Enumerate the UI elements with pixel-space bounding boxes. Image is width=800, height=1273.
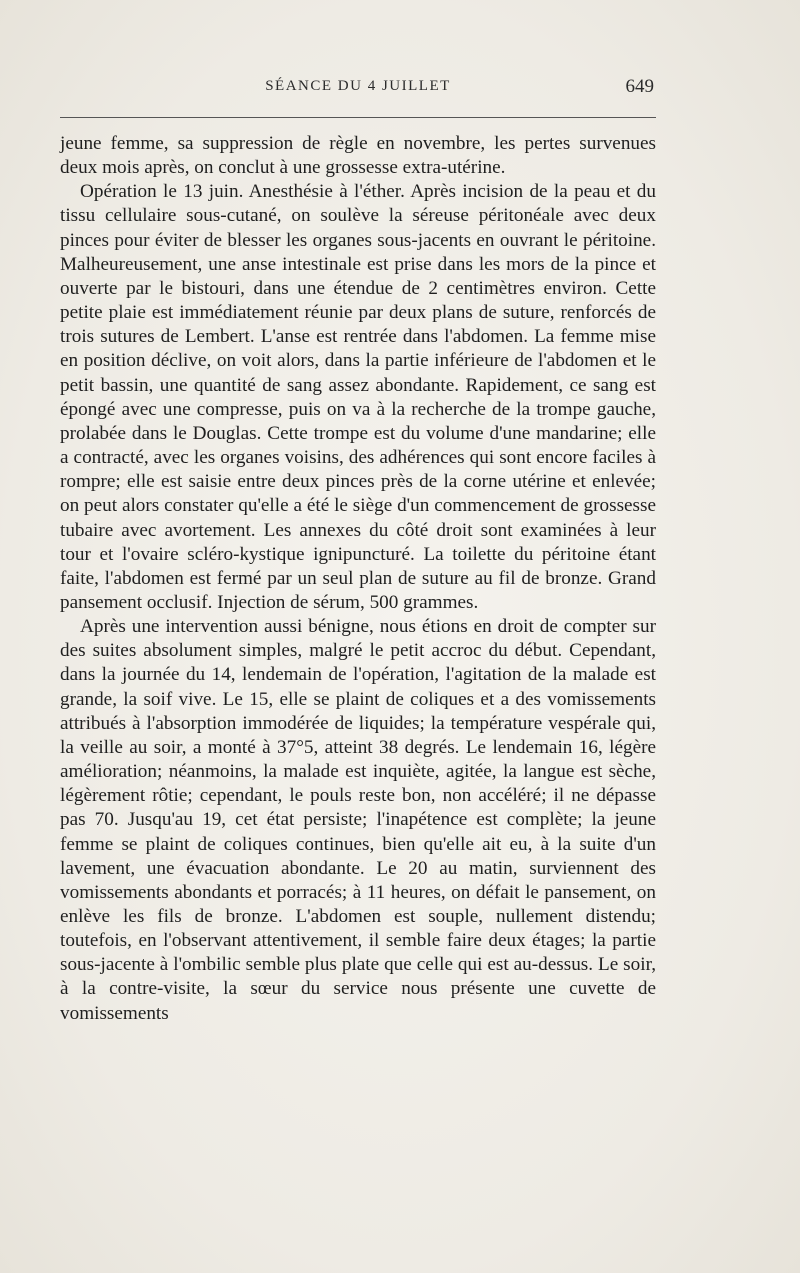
- running-title: SÉANCE DU 4 JUILLET: [265, 78, 451, 94]
- body-text: [60, 132, 656, 1026]
- paragraph-1: jeune femme, sa suppression de règle en novembre, les pertes survenues deux mois après, on conclut à une grossesse extra-utérine.: [60, 133, 656, 179]
- paragraph-2: Opération le 13 juin. Anesthésie à l'éther. Après incision de la peau et du tissu cellulaire sous-cutané, on soulève la séreuse péritonéale avec deux pinces pour éviter de blesser les organes sous-jacents en ouvrant le péritoine. Malheureusement, une anse intestinale est prise dans les mors de la pince et ouverte par le bistouri, dans une étendue de 2 centimètres environ. Cette petite plaie est immédiatement réunie par deux plans de suture, renforcés de trois sutures de Lembert. L'anse est rentrée dans l'abdomen. La femme mise en position déclive, on voit alors, dans la partie inférieure de l'abdomen et le petit bassin, une quantité de sang assez abondante. Rapidement, ce sang est épongé avec une compresse, puis on va à la recherche de la trompe gauche, prolabée dans le Douglas. Cette trompe est du volume d'une mandarine; elle a contracté, avec les organes voisins, des adhérences qui sont encore faciles à rompre; elle est saisie entre deux pinces près de la corne utérine et enlevée; on peut alors constater qu'elle a été le siège d'un commencement de grossesse tubaire avec avortement. Les annexes du côté droit sont examinées à leur tour et l'ovaire scléro-kystique ignipuncturé. La toilette du péritoine étant faite, l'abdomen est fermé par un seul plan de suture au fil de bronze. Grand pansement occlusif. Injection de sérum, 500 grammes.: [60, 181, 656, 613]
- header-rule: [60, 117, 656, 118]
- page-header: [60, 76, 656, 102]
- paragraph-3: Après une intervention aussi bénigne, nous étions en droit de compter sur des suites absolument simples, malgré le petit accroc du début. Cependant, dans la journée du 14, lendemain de l'opération, l'agitation de la malade est grande, la soif vive. Le 15, elle se plaint de coliques et a des vomissements attribués à l'absorption immodérée de liquides; la température vespérale qui, la veille au soir, a monté à 37°5, atteint 38 degrés. Le lendemain 16, légère amélioration; néanmoins, la malade est inquiète, agitée, la langue est sèche, légèrement rôtie; cependant, le pouls reste bon, non accéléré; il ne dépasse pas 70. Jusqu'au 19, cet état persiste; l'inapétence est complète; la jeune femme se plaint de coliques continues, bien qu'elle ait eu, à la suite d'un lavement, une évacuation abondante. Le 20 au matin, surviennent des vomissements abondants et porracés; à 11 heures, on défait le pansement, on enlève les fils de bronze. L'abdomen est souple, nullement distendu; toutefois, en l'observant attentivement, il semble faire deux étages; la partie sous-jacente à l'ombilic semble plus plate que celle qui est au-dessus. Le soir, à la contre-visite, la sœur du service nous présente une cuvette de vomissements: [60, 616, 656, 1024]
- page-number: 649: [625, 76, 654, 97]
